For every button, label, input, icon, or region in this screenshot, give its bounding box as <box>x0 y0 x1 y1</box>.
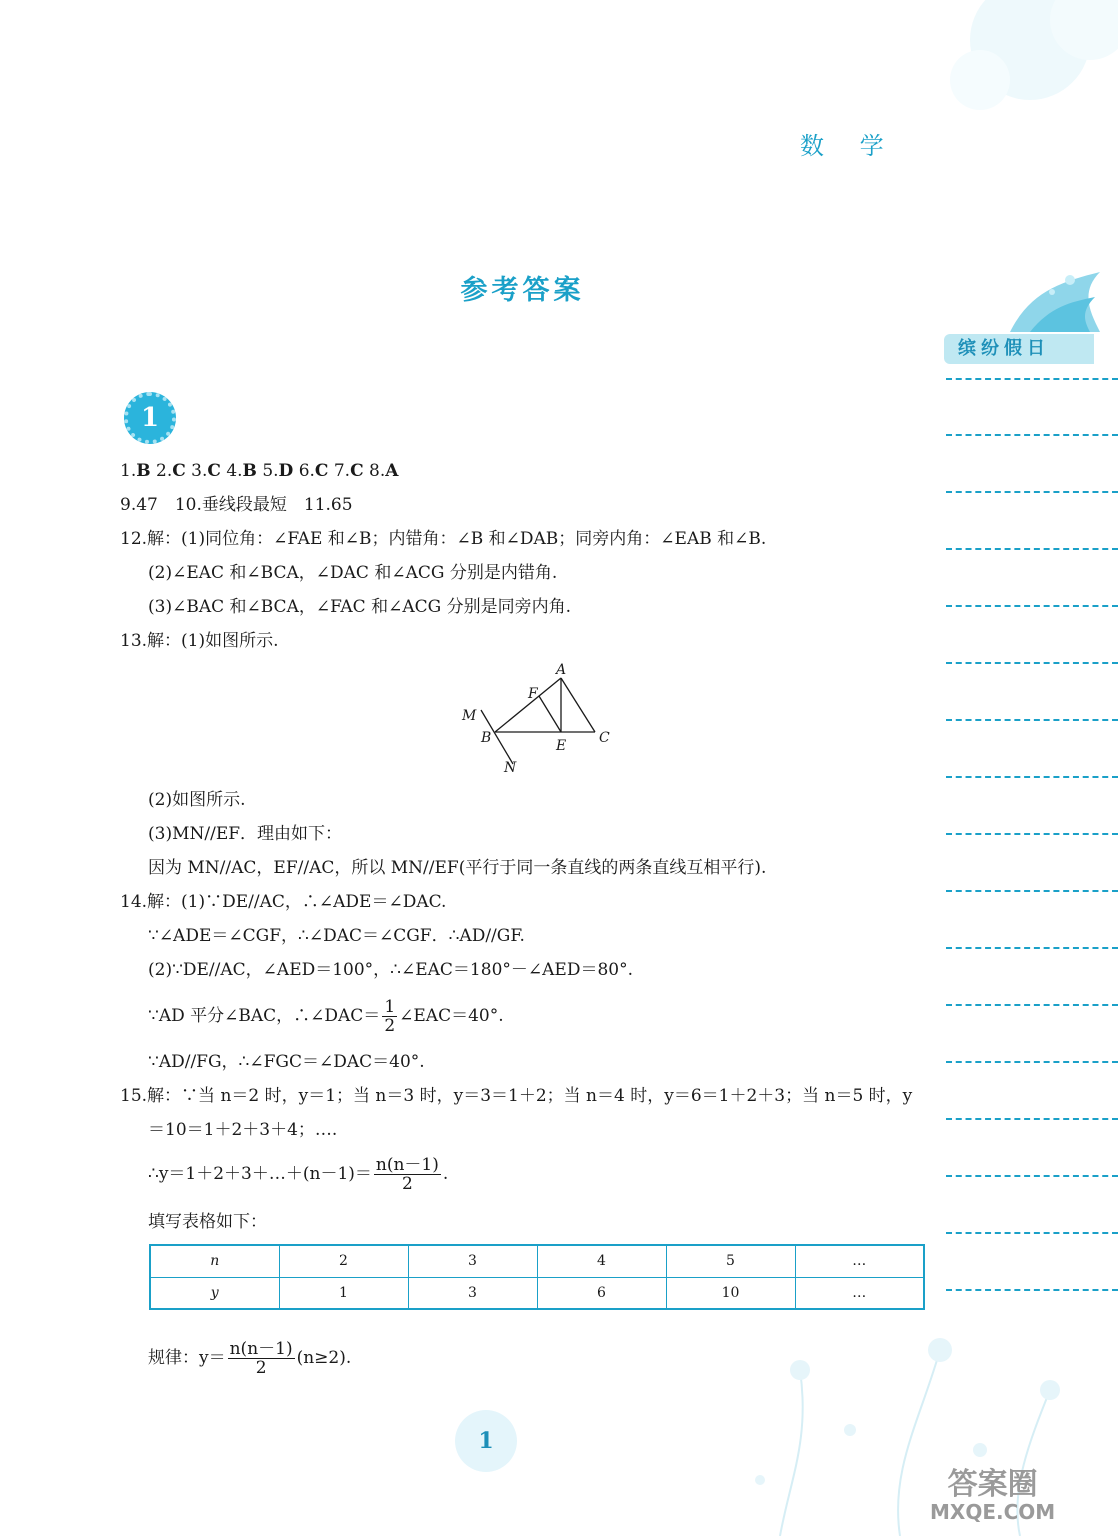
note-line <box>946 776 1118 778</box>
pattern-rule: 规律：y＝ $\frac{n(n-1)}{2}$ (n≥2). <box>148 1339 352 1378</box>
geometry-figure <box>455 660 620 780</box>
table-cell: 3 <box>408 1277 537 1309</box>
note-line <box>946 548 1118 550</box>
note-line <box>946 491 1118 493</box>
table-cell: … <box>795 1245 924 1277</box>
table-intro: 填写表格如下： <box>148 1212 267 1232</box>
table-cell: 5 <box>666 1245 795 1277</box>
note-line <box>946 1118 1118 1120</box>
table-cell: 6 <box>537 1277 666 1309</box>
note-line <box>946 434 1118 436</box>
note-line <box>946 1232 1118 1234</box>
page-number: 1 <box>455 1410 517 1472</box>
note-line <box>946 890 1118 892</box>
note-line <box>946 662 1118 664</box>
fraction-formula: $\frac{n(n-1)}{2}$ <box>375 1155 439 1194</box>
answer-12-part2: (2)∠EAC 和∠BCA，∠DAC 和∠ACG 分别是内错角. <box>148 563 558 583</box>
page-title: 参考答案 <box>460 275 585 306</box>
answer-14-step2: ∵∠ADE＝∠CGF，∴∠DAC＝∠CGF．∴AD//GF. <box>148 926 525 946</box>
label-N: N <box>504 760 517 776</box>
note-line <box>946 833 1118 835</box>
answer-15-line2: ＝10＝1＋2＋3＋4；…. <box>148 1120 338 1140</box>
table-cell: 1 <box>279 1277 408 1309</box>
note-line <box>946 1061 1118 1063</box>
answer-13-part1: 13.解：(1)如图所示. <box>120 631 279 651</box>
answer-12-part3: (3)∠BAC 和∠BCA，∠FAC 和∠ACG 分别是同旁内角. <box>148 597 572 617</box>
answer-15-formula: ∴y＝1＋2＋3＋…＋(n－1)＝ $\frac{n(n-1)}{2}$ . <box>148 1155 449 1194</box>
table-cell: 10 <box>666 1277 795 1309</box>
answer-13-part2: (2)如图所示. <box>148 790 246 810</box>
answer-line-choices: 1.B 2.C 3.C 4.B 5.D 6.C 7.C 8.A <box>120 461 399 481</box>
note-line <box>946 947 1118 949</box>
table-cell: 2 <box>279 1245 408 1277</box>
answer-12-part1: 12.解：(1)同位角：∠FAE 和∠B；内错角：∠B 和∠DAB；同旁内角：∠EAB 和∠B. <box>120 529 767 549</box>
label-B: B <box>481 730 492 746</box>
values-table <box>149 1244 925 1310</box>
answer-14-part1: 14.解：(1)∵DE//AC，∴∠ADE＝∠DAC. <box>120 892 447 912</box>
answer-14-step4: ∵AD 平分∠BAC，∴∠DAC＝ $\frac{1}{2}$ ∠EAC＝40°. <box>148 997 504 1036</box>
label-F: F <box>528 686 538 702</box>
table-cell: n <box>150 1245 279 1277</box>
subject-header: 数 学 <box>800 132 898 160</box>
answer-13-reason: 因为 MN//AC，EF//AC，所以 MN//EF(平行于同一条直线的两条直线互相平行). <box>148 858 767 878</box>
table-cell: 3 <box>408 1245 537 1277</box>
segment-FE <box>539 696 561 732</box>
table-row <box>150 1277 924 1309</box>
bottom-right-flowers <box>720 1330 1118 1536</box>
label-A: A <box>556 662 567 678</box>
section-badge: 1 <box>124 392 176 444</box>
label-C: C <box>599 730 610 746</box>
label-E: E <box>556 738 567 754</box>
answer-15-line1: 15.解：∵当 n＝2 时，y＝1；当 n＝3 时，y＝3＝1＋2；当 n＝4 时，y＝6＝1＋2＋3；当 n＝5 时，y <box>120 1086 913 1106</box>
answer-line-9-11: 9.47 10.垂线段最短 11.65 <box>120 495 353 515</box>
table-cell: y <box>150 1277 279 1309</box>
top-right-decoration <box>780 0 1118 120</box>
note-line <box>946 605 1118 607</box>
answer-13-part3: (3)MN//EF．理由如下： <box>148 824 343 844</box>
note-line <box>946 719 1118 721</box>
answer-14-part2: (2)∵DE//AC，∠AED＝100°，∴∠EAC＝180°－∠AED＝80°. <box>148 960 633 980</box>
label-M: M <box>462 708 477 724</box>
table-row <box>150 1245 924 1277</box>
watermark-logo: 答案圈 MXQE.COM <box>930 1467 1056 1524</box>
note-line <box>946 1289 1118 1291</box>
fraction-rule: $\frac{n(n-1)}{2}$ <box>229 1339 293 1378</box>
segment-AC <box>561 678 595 732</box>
note-line <box>946 1004 1118 1006</box>
table-cell: 4 <box>537 1245 666 1277</box>
table-cell: … <box>795 1277 924 1309</box>
answer-14-step5: ∵AD//FG，∴∠FGC＝∠DAC＝40°. <box>148 1052 425 1072</box>
note-line <box>946 378 1118 380</box>
brand-tab: 缤纷假日 <box>944 334 1094 364</box>
note-line <box>946 1175 1118 1177</box>
fraction-half: $\frac{1}{2}$ <box>384 997 396 1036</box>
